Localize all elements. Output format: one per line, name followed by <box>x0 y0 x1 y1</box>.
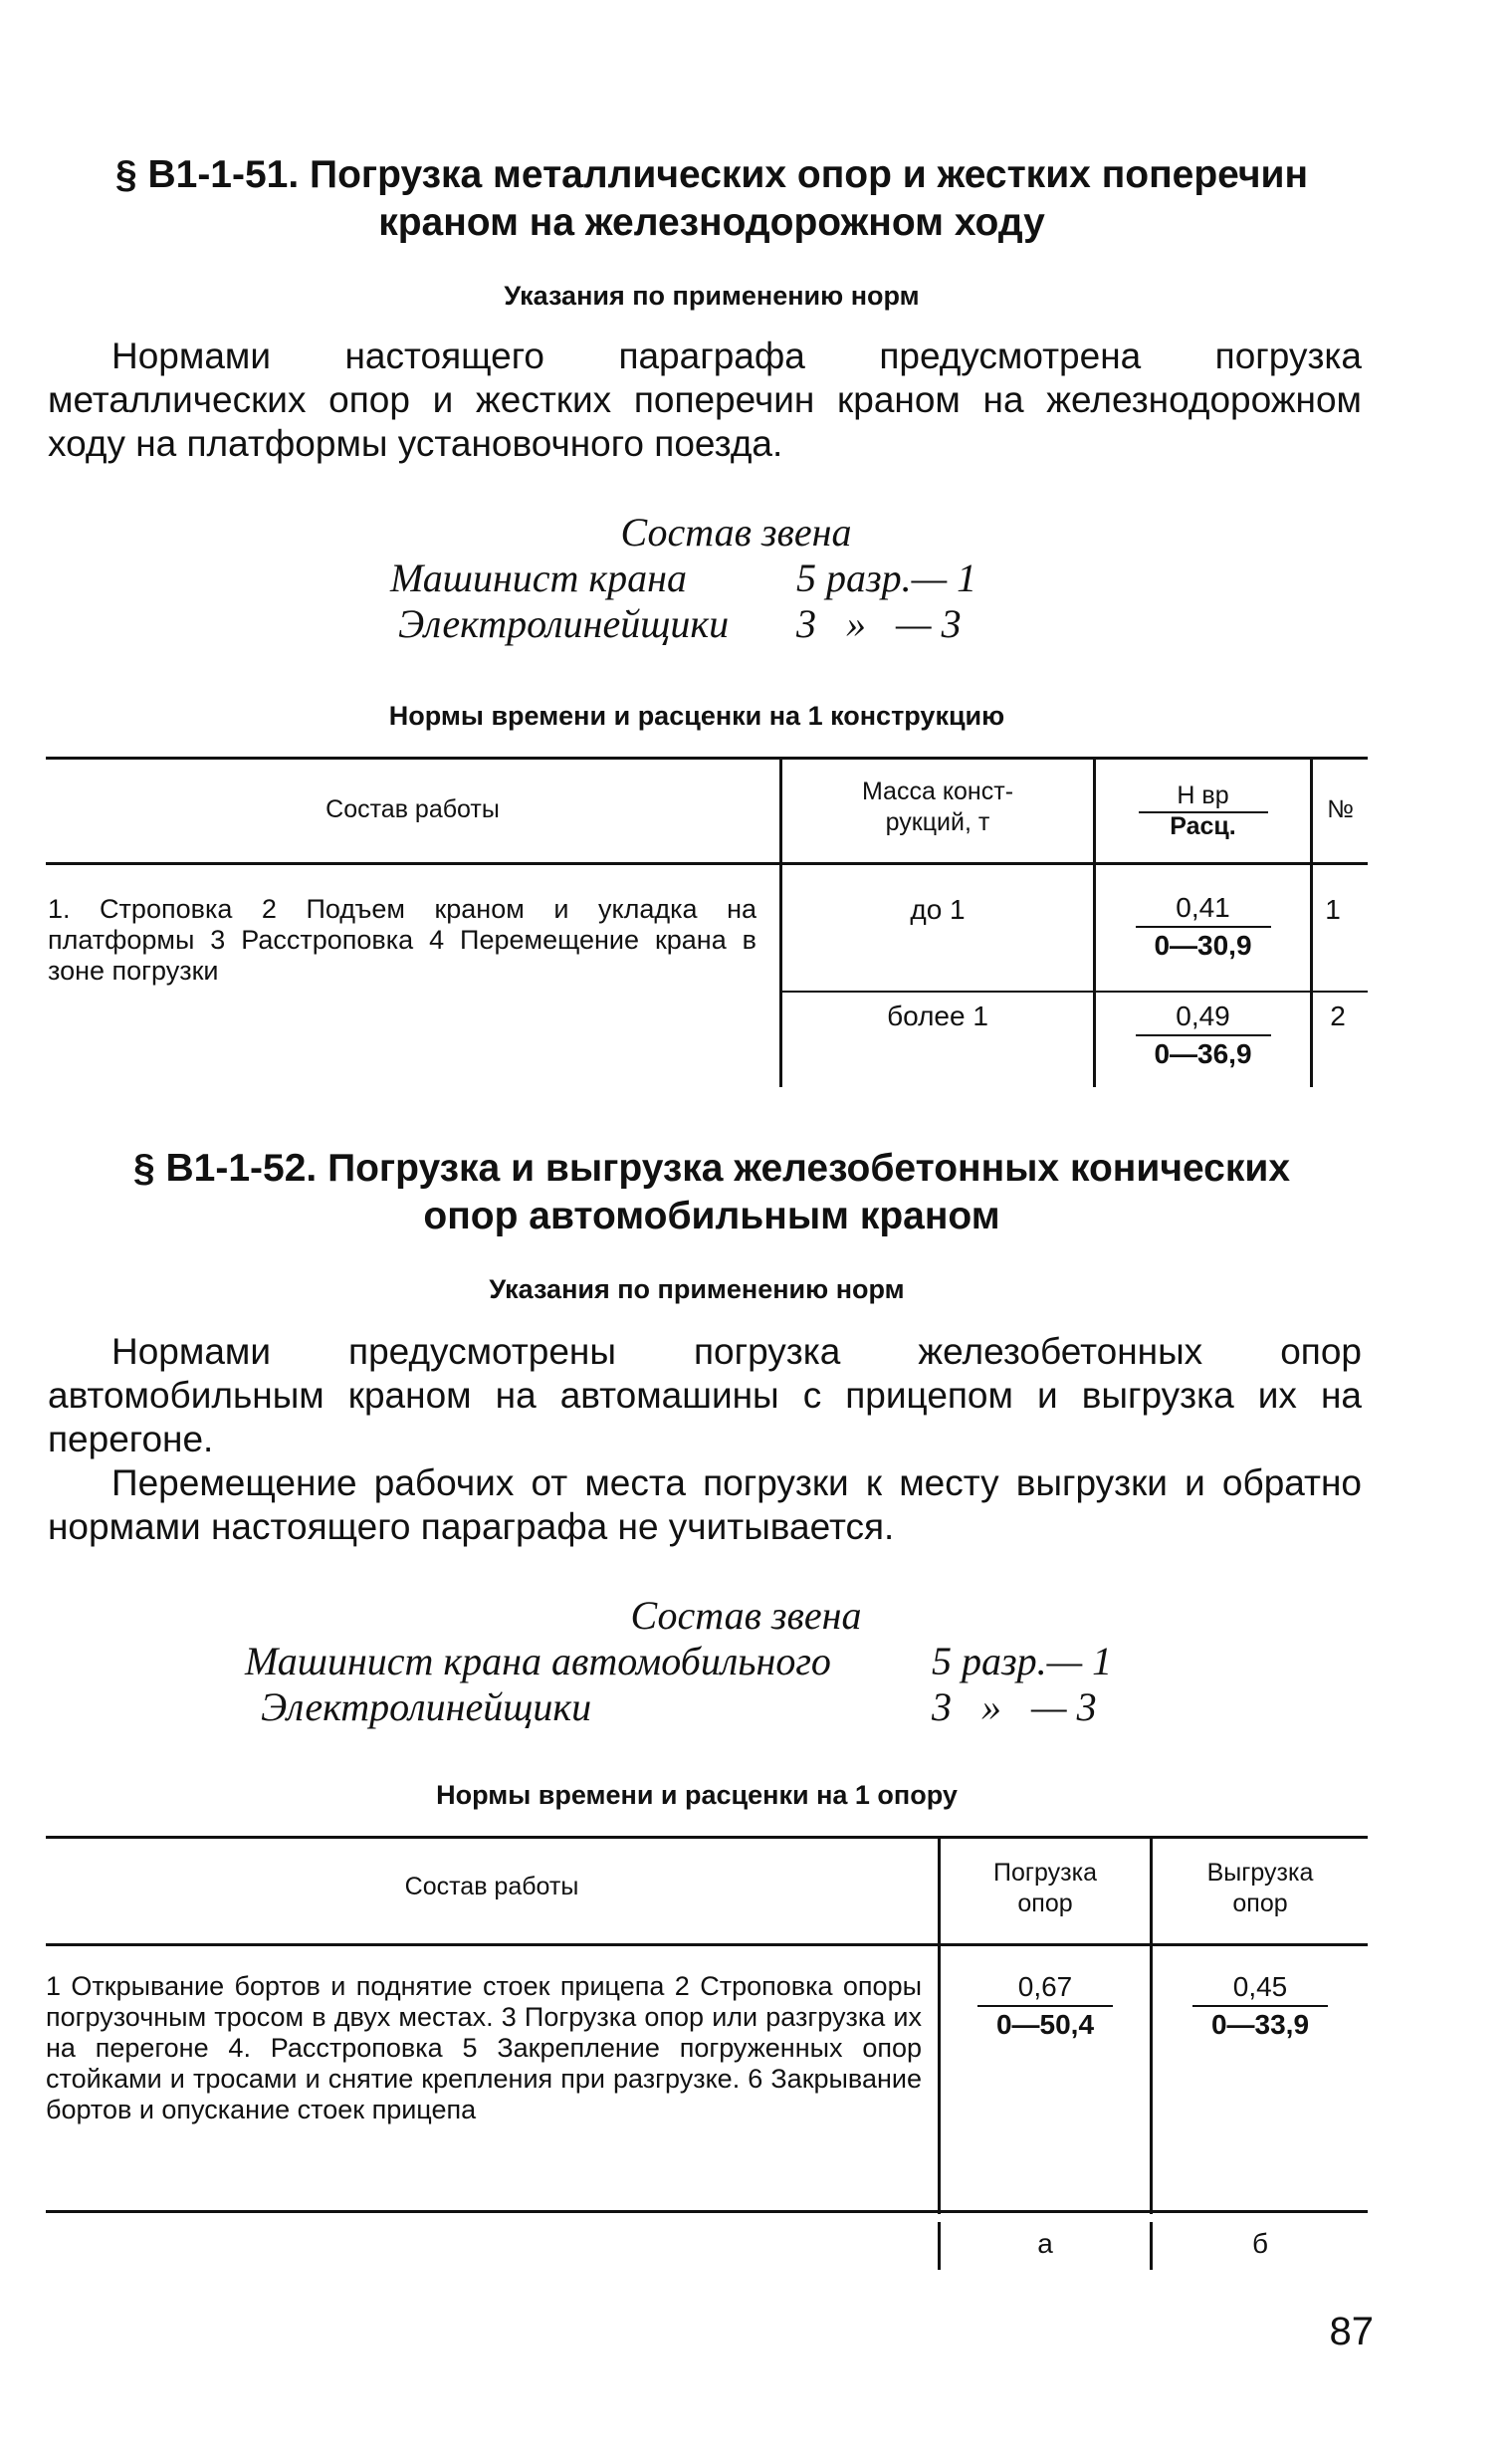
table2-header-unload-line1: Выгрузка <box>1206 1859 1314 1887</box>
table1-header-norm-bottom: Расц. <box>1170 812 1236 840</box>
table1-work-text: 1. Строповка 2 Подъем краном и укладка на платформы 3 Расстроповка 4 Перемещение крана в зоне погрузки <box>48 894 756 986</box>
table1-header-work: Состав работы <box>325 795 500 823</box>
table2-top-rule <box>46 1836 1368 1839</box>
table2-header-unload-line2: опор <box>1232 1890 1288 1917</box>
table1-row1-mass: до 1 <box>910 894 966 925</box>
table2-footer-b: б <box>1251 2228 1269 2259</box>
table1-row2-rate-value: 0—36,9 <box>1154 1038 1252 1069</box>
section2-title <box>40 1145 1384 1240</box>
table2-unload-cell <box>1153 1971 1368 2041</box>
table1-header-rule <box>46 862 1368 865</box>
section2-title-line2: опор автомобильным краном <box>423 1195 1000 1237</box>
table1-header-mass-line1: Масса конст- <box>861 778 1014 805</box>
table2-header-load-line1: Погрузка <box>993 1859 1097 1887</box>
section1-table-caption: Нормы времени и расценки на 1 конструкцию <box>388 701 1005 731</box>
table2-header-load-line2: опор <box>1017 1890 1073 1917</box>
section1-crew-row1-name: Машинист крана <box>390 556 687 600</box>
table1-row2-no: 2 <box>1330 1001 1346 1031</box>
section1-crew-row2-name: Электролинейщики <box>398 601 730 646</box>
section2-instructions-heading: Указания по применению норм <box>489 1274 905 1304</box>
section1-crew-row1-grade: 5 разр.— 1 <box>796 556 977 600</box>
section2-crew-row2-name: Электролинейщики <box>261 1684 592 1729</box>
section2-crew-row2-grade: 3 » — 3 <box>932 1684 1097 1729</box>
section1-crew-heading: Состав звена <box>620 510 852 555</box>
table2-unload-rate: 0—33,9 <box>1210 2009 1310 2040</box>
section2-crew <box>0 1593 1512 1730</box>
page-number: 87 <box>1329 2310 1374 2353</box>
table1-row1-norm-value: 0,41 <box>1176 892 1230 923</box>
table1-row2-norm <box>1096 1001 1310 1070</box>
section1-crew-row2-grade: 3 » — 3 <box>796 601 962 646</box>
table1-row2-mass: более 1 <box>887 1001 988 1031</box>
table1-header-mass-line2: рукций, т <box>885 808 990 836</box>
table2-header-load <box>941 1858 1150 1919</box>
section1-crew <box>0 510 1512 647</box>
section2-table-caption: Нормы времени и расценки на 1 опору <box>436 1780 958 1810</box>
table2-unload-norm: 0,45 <box>1232 1971 1288 2002</box>
table1-header-norm-top: Н вр <box>1177 781 1229 809</box>
section2-crew-heading: Состав звена <box>630 1593 862 1638</box>
section2-paragraphs <box>48 1330 1362 1549</box>
section1-instructions-heading: Указания по применению норм <box>504 281 920 311</box>
section1-paragraph <box>48 334 1362 466</box>
table1-header-no: № <box>1327 795 1354 823</box>
section1-title-line2: краном на железнодорожном ходу <box>378 201 1045 244</box>
table1-row1-norm <box>1096 892 1310 962</box>
table2-footer-a: а <box>1037 2228 1053 2259</box>
table2-work-text: 1 Открывание бортов и поднятие стоек прицепа 2 Строповка опоры погрузочным тросом в двух местах. 3 Погрузка опор или разгрузка их на перегоне 4. Расстроповка 5 Закрепление погруженных опор стойками и тросами и снятие крепления при разгрузке. 6 Закрывание бортов и опускание стоек прицепа <box>46 1971 922 2124</box>
section1-paragraph-text: Нормами настоящего параграфа предусмотрена погрузка металлических опор и жестких поперечин краном на железнодорожном ходу на платформы установочного поезда. <box>48 335 1362 464</box>
section2-paragraph1: Нормами предусмотрены погрузка железобетонных опор автомобильным краном на автомашины с прицепом и выгрузка их на перегоне. <box>48 1331 1362 1459</box>
table2-load-cell <box>941 1971 1150 2041</box>
table2-bottom-rule <box>46 2210 1368 2213</box>
section2-title-line1: § В1-1-52. Погрузка и выгрузка железобетонных конических <box>132 1147 1291 1190</box>
table1-row-divider <box>780 991 1368 993</box>
table2-header-rule <box>46 1943 1368 1946</box>
table2-load-rate: 0—50,4 <box>995 2009 1095 2040</box>
section1-title-line1: § В1-1-51. Погрузка металлических опор и жестких поперечин <box>114 153 1309 196</box>
section2-crew-row1-grade: 5 разр.— 1 <box>932 1639 1113 1683</box>
table2-load-norm: 0,67 <box>1017 1971 1073 2002</box>
table2-header-work: Состав работы <box>404 1873 579 1900</box>
table1-top-rule <box>46 757 1368 760</box>
section2-crew-row1-name: Машинист крана автомобильного <box>245 1639 831 1683</box>
table1-header-mass <box>782 777 1093 838</box>
table1-header-norm <box>1096 780 1310 839</box>
table1-row1-no: 1 <box>1325 894 1341 925</box>
table2-header-unload <box>1153 1858 1368 1919</box>
table1-row1-rate-value: 0—30,9 <box>1154 930 1252 961</box>
table1-row2-norm-value: 0,49 <box>1176 1001 1230 1031</box>
section1-title <box>40 151 1384 247</box>
section2-paragraph2: Перемещение рабочих от места погрузки к месту выгрузки и обратно нормами настоящего параграфа не учитывается. <box>48 1462 1362 1547</box>
